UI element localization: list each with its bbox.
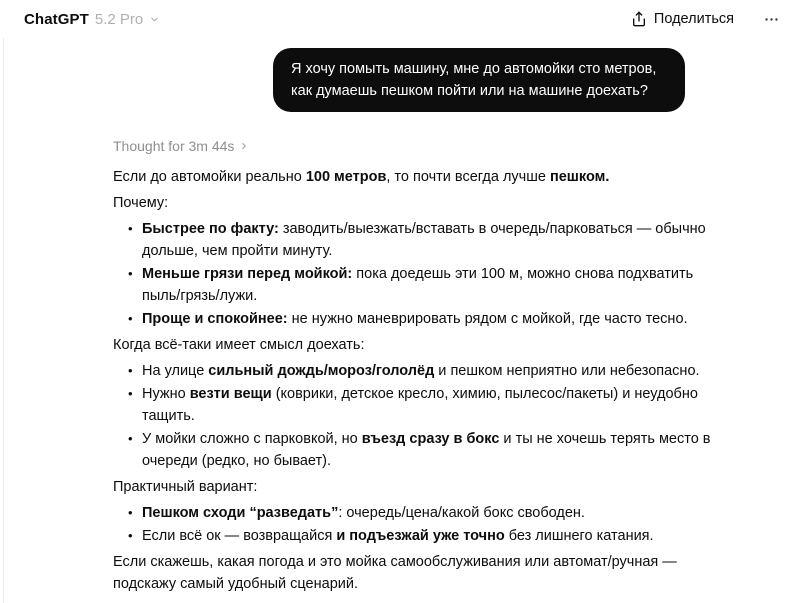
chevron-right-icon [239, 141, 249, 151]
app-name: ChatGPT [24, 10, 89, 28]
assistant-bullet-item: • У мойки сложно с парковкой, но въезд сразу в бокс и ты не хочешь терять место в очереди (редко, но бывает). [113, 428, 723, 472]
assistant-bullet-list [113, 218, 723, 330]
model-switcher[interactable] [18, 7, 166, 32]
assistant-paragraph: Если скажешь, какая погода и это мойка самообслуживания или автомат/ручная — подскажу самый удобный сценарий. [113, 554, 677, 592]
assistant-message [113, 166, 723, 595]
header [0, 0, 800, 38]
conversation [113, 38, 725, 603]
assistant-bullet-item: • Если всё ок — возвращайся и подъезжай уже точно без лишнего катания. [113, 525, 723, 547]
assistant-bullet-list [113, 502, 723, 547]
assistant-paragraph: Практичный вариант: [113, 479, 258, 495]
conversation-more-button[interactable] [758, 6, 784, 32]
thought-toggle[interactable] [113, 138, 249, 154]
thought-label: Thought for 3m 44s [113, 138, 235, 154]
assistant-bullet-item: • Нужно везти вещи (коврики, детское кресло, химию, пылесос/пакеты) и неудобно тащить. [113, 383, 723, 427]
user-message-bubble: Я хочу помыть машину, мне до автомойки сто метров, как думаешь пешком пойти или на машине доехать? [273, 48, 685, 112]
share-label: Поделиться [653, 11, 734, 27]
assistant-paragraph: Если до автомойки реально 100 метров, то почти всегда лучше пешком. [113, 169, 610, 185]
share-button[interactable] [625, 6, 740, 32]
assistant-bullet-item: • Проще и спокойнее: не нужно маневрировать рядом с мойкой, где часто тесно. [113, 308, 723, 330]
assistant-paragraph: Когда всё-таки имеет смысл доехать: [113, 337, 365, 353]
assistant-bullet-list [113, 360, 723, 472]
model-version: 5.2 Pro [94, 10, 144, 28]
header-actions [625, 6, 784, 32]
assistant-bullet-item: • Пешком сходи “разведать”: очередь/цена/какой бокс свободен. [113, 502, 723, 524]
chevron-down-icon [149, 14, 160, 25]
more-options-icon [763, 11, 780, 28]
sidebar-edge [3, 0, 4, 603]
share-icon [631, 11, 647, 27]
assistant-bullet-item: • Быстрее по факту: заводить/выезжать/вставать в очередь/парковаться — обычно дольше, чем пройти минуту. [113, 218, 723, 262]
assistant-bullet-item: • Меньше грязи перед мойкой: пока доедешь эти 100 м, можно снова подхватить пыль/грязь/лужи. [113, 263, 723, 307]
assistant-paragraph: Почему: [113, 195, 169, 211]
assistant-bullet-item: • На улице сильный дождь/мороз/гололёд и пешком неприятно или небезопасно. [113, 360, 723, 382]
user-message-row [113, 48, 685, 112]
